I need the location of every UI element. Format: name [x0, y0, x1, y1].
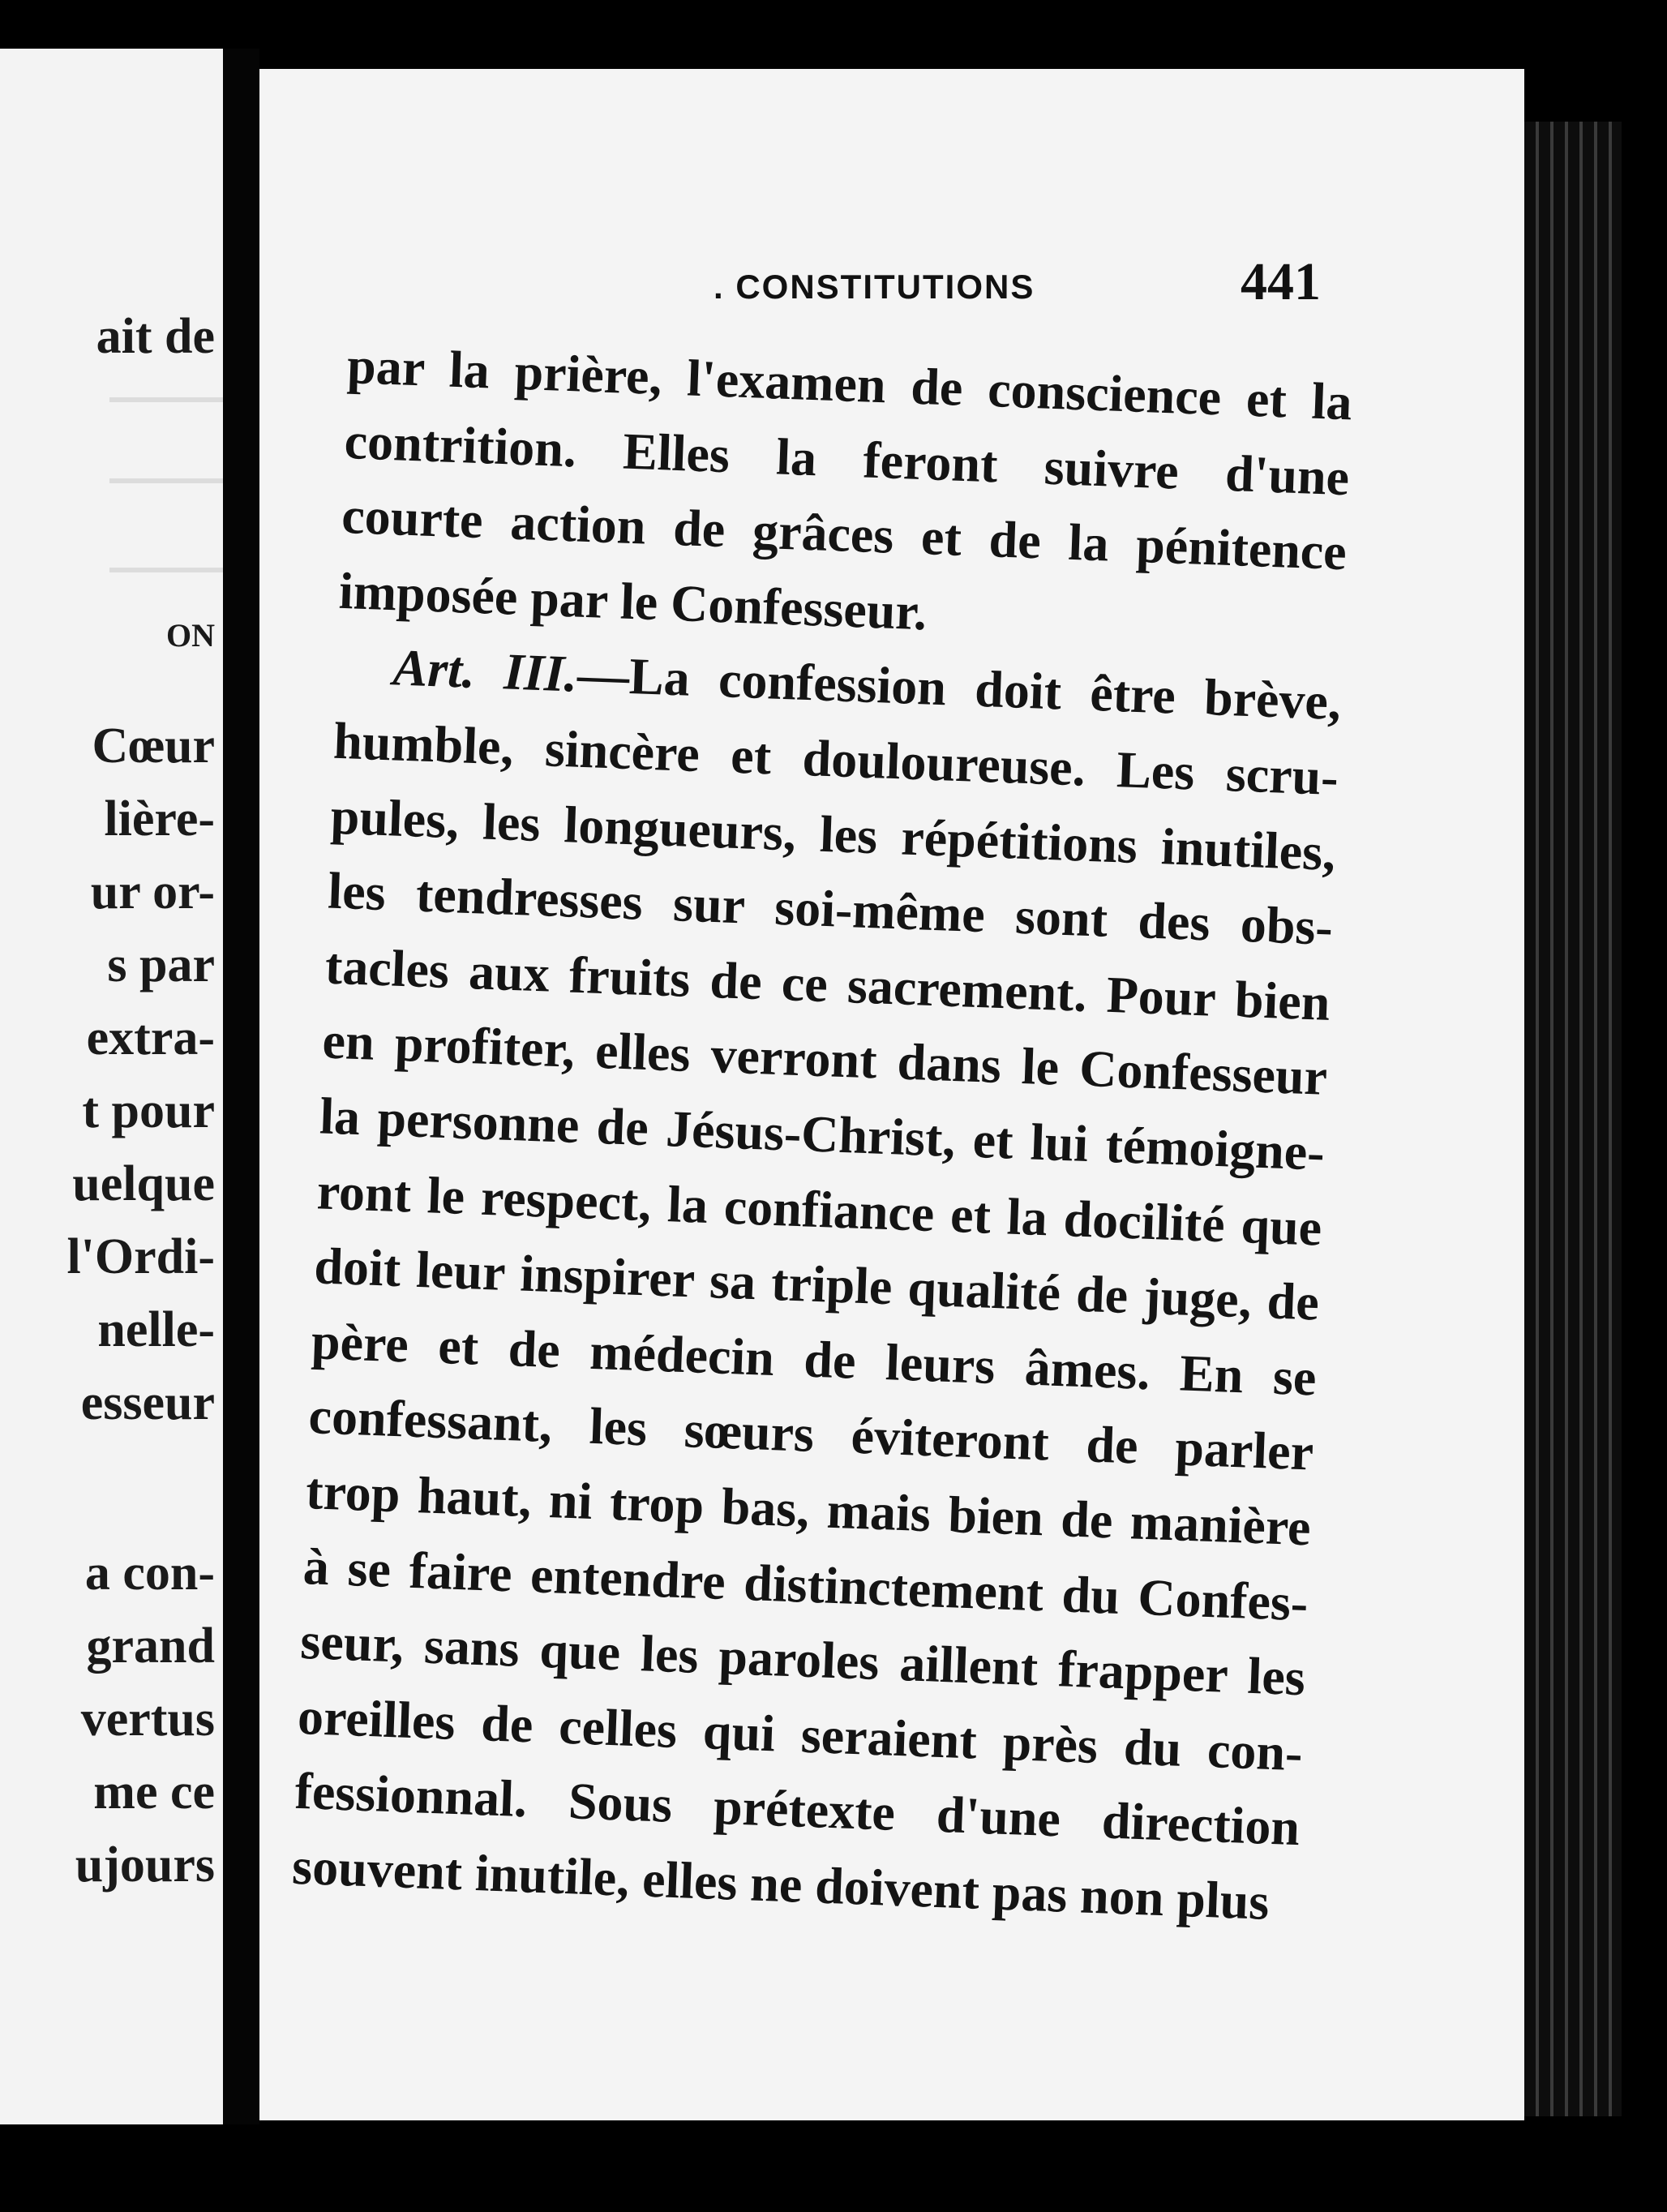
text-line: en profiter, elles verront dans le Confesseur — [321, 1011, 1329, 1107]
page-edges — [1524, 122, 1622, 2116]
text-line: imposée par le Confesseur. — [337, 561, 928, 641]
text-line: confessant, les sœurs éviteront de parler — [307, 1387, 1315, 1481]
article-first-line-text: —La confession doit être brève, — [576, 645, 1343, 731]
text-line: courte action de grâces et de la pénitence — [341, 487, 1348, 581]
text-line: par la prière, l'examen de conscience et la — [346, 336, 1353, 431]
faint-line — [109, 397, 223, 402]
text-line: seur, sans que les paroles aillent frapper les — [299, 1612, 1307, 1707]
article-label: Art. III. — [392, 638, 579, 703]
left-page-line: lière- — [104, 791, 215, 847]
faint-line — [109, 478, 223, 483]
left-page-line: esseur — [80, 1375, 215, 1430]
left-page-line: ON — [166, 617, 215, 654]
left-page-line: a con- — [84, 1545, 215, 1601]
book-gutter — [223, 49, 259, 2124]
text-line: trop haut, ni trop bas, mais bien de manière — [305, 1461, 1312, 1557]
text-line: à se faire entendre distinctement du Confes- — [302, 1537, 1309, 1631]
left-page-line: uelque — [72, 1156, 215, 1211]
text-line: pules, les longueurs, les répétitions inutiles, — [329, 787, 1337, 881]
left-page-line: vertus — [80, 1691, 215, 1747]
text-line: la personne de Jésus-Christ, et lui témoigne- — [319, 1087, 1326, 1181]
paragraph-1 — [337, 328, 1386, 667]
text-line: tacles aux fruits de ce sacrement. Pour bien — [324, 937, 1331, 1031]
text-line: fessionnal. Sous prétexte d'une direction — [294, 1762, 1301, 1857]
left-page-line: grand — [86, 1618, 215, 1674]
page-body — [291, 328, 1386, 1942]
text-line: doit leur inspirer sa triple qualité de juge, de — [313, 1237, 1321, 1331]
text-line: ront le respect, la confiance et la docilité que — [315, 1161, 1323, 1257]
text-line: contrition. Elles la feront suivre d'une — [343, 411, 1351, 506]
left-page-line: t pour — [82, 1083, 215, 1138]
left-page-line: Cœur — [92, 718, 215, 774]
paragraph-2 — [291, 628, 1375, 1942]
left-page-line: s par — [107, 937, 215, 992]
text-line: souvent inutile, elles ne doivent pas non plus — [291, 1837, 1271, 1931]
left-page-line: me ce — [93, 1764, 215, 1820]
text-line: oreilles de celles qui seraient près du con- — [296, 1687, 1304, 1781]
text-line: les tendresses sur soi-même sont des obs- — [327, 861, 1335, 957]
page-number: 441 — [1241, 252, 1321, 311]
left-page-line: extra- — [86, 1010, 215, 1065]
running-head: . CONSTITUTIONS — [714, 268, 1035, 306]
book-page — [259, 69, 1524, 2120]
left-page-line: ait de — [96, 309, 215, 364]
left-page-line: nelle- — [97, 1302, 215, 1357]
left-page-line: l'Ordi- — [66, 1229, 215, 1284]
faint-line — [109, 568, 223, 572]
left-page-line: ujours — [75, 1837, 215, 1893]
text-line: humble, sincère et douloureuse. Les scru- — [332, 711, 1339, 807]
text-line: père et de médecin de leurs âmes. En se — [310, 1311, 1318, 1407]
left-page-line: ur or- — [90, 864, 215, 920]
facing-page-fragment — [0, 49, 223, 2124]
